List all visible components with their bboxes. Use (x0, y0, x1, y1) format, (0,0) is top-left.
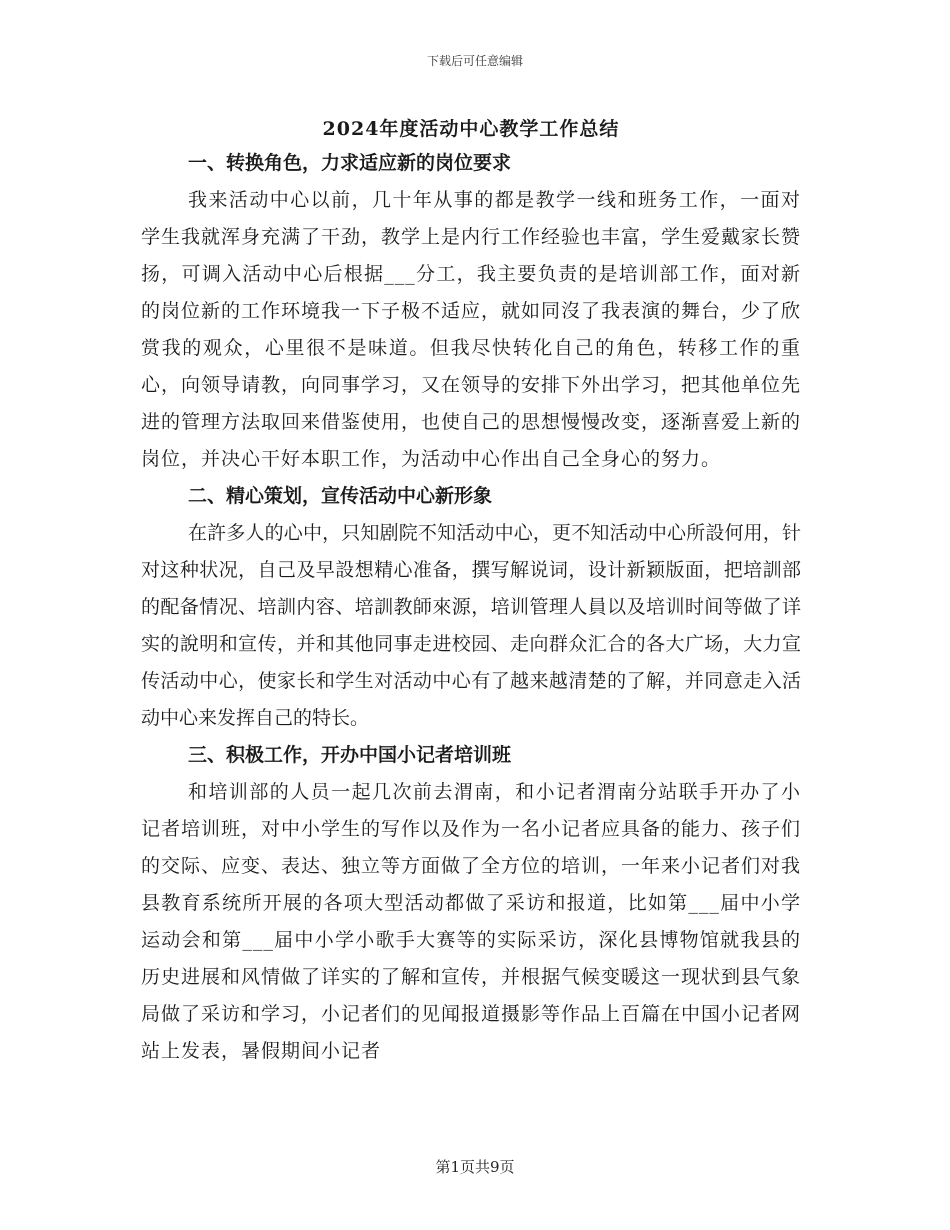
section-heading-3: 三、积极工作，开办中国小记者培训班 (188, 744, 512, 766)
section-heading-2: 二、精心策划，宣传活动中心新形象 (188, 485, 493, 507)
section-paragraph-1: 我来活动中心以前，几十年从事的都是教学一线和班务工作，一面对学生我就浑身充满了干劲，教学上是内行工作经验也丰富，学生爱戴家长赞扬，可调入活动中心后根据___分工，我主要负责的是培训部工作，面对新的岗位新的工作环境我一下子极不适应，就如同沒了我表演的舞台，少了欣赏我的观众，心里很不是味道。但我尽快转化自己的角色，转移工作的重心，向领导请教，向同事学习，又在领导的安排下外出学习，把其他单位先进的管理方法取回来借鉴使用，也使自己的思想慢慢改变，逐渐喜爱上新的岗位，并决心干好本职工作，为活动中心作出自己全身心的努力。 (141, 189, 802, 470)
section-heading-1: 一、转换角色，力求适应新的岗位要求 (188, 152, 512, 174)
page-number: 第1页共9页 (435, 1158, 515, 1176)
document-title: 2024年度活动中心教学工作总结 (322, 118, 620, 140)
document-body (141, 113, 801, 1070)
section-paragraph-2: 在許多人的心中，只知剧院不知活动中心，更不知活动中心所設何用，针对这种状况，自己及早設想精心准备，撰写解说词，设计新颖版面，把培訓部的配备情况、培訓内容、培訓教師來源，培训管理人員以及培训时间等做了详实的說明和宣传，并和其他同事走进校园、走向群众汇合的各大广场，大力宣传活动中心，使家长和学生对活动中心有了越来越清楚的了解，并同意走入活动中心来发挥自己的特长。 (141, 522, 801, 729)
page-header-note: 下载后可任意编辑 (426, 54, 523, 68)
section-paragraph-3: 和培训部的人员一起几次前去渭南，和小记者渭南分站联手开办了小记者培训班，对中小学生的写作以及作为一名小记者应具备的能力、孩子们的交际、应变、表达、独立等方面做了全方位的培训，一年来小记者们对我县教育系统所开展的各项大型活动都做了采访和报道，比如第___届中小学运动会和第___届中小学小歌手大赛等的实际采访，深化县博物馆就我县的历史进展和风情做了详实的了解和宣传，并根据气候变暖这一现状到县气象局做了采访和学习，小记者们的见闻报道摄影等作品上百篇在中国小记者网站上发表，暑假期间小记者 (141, 781, 802, 1062)
